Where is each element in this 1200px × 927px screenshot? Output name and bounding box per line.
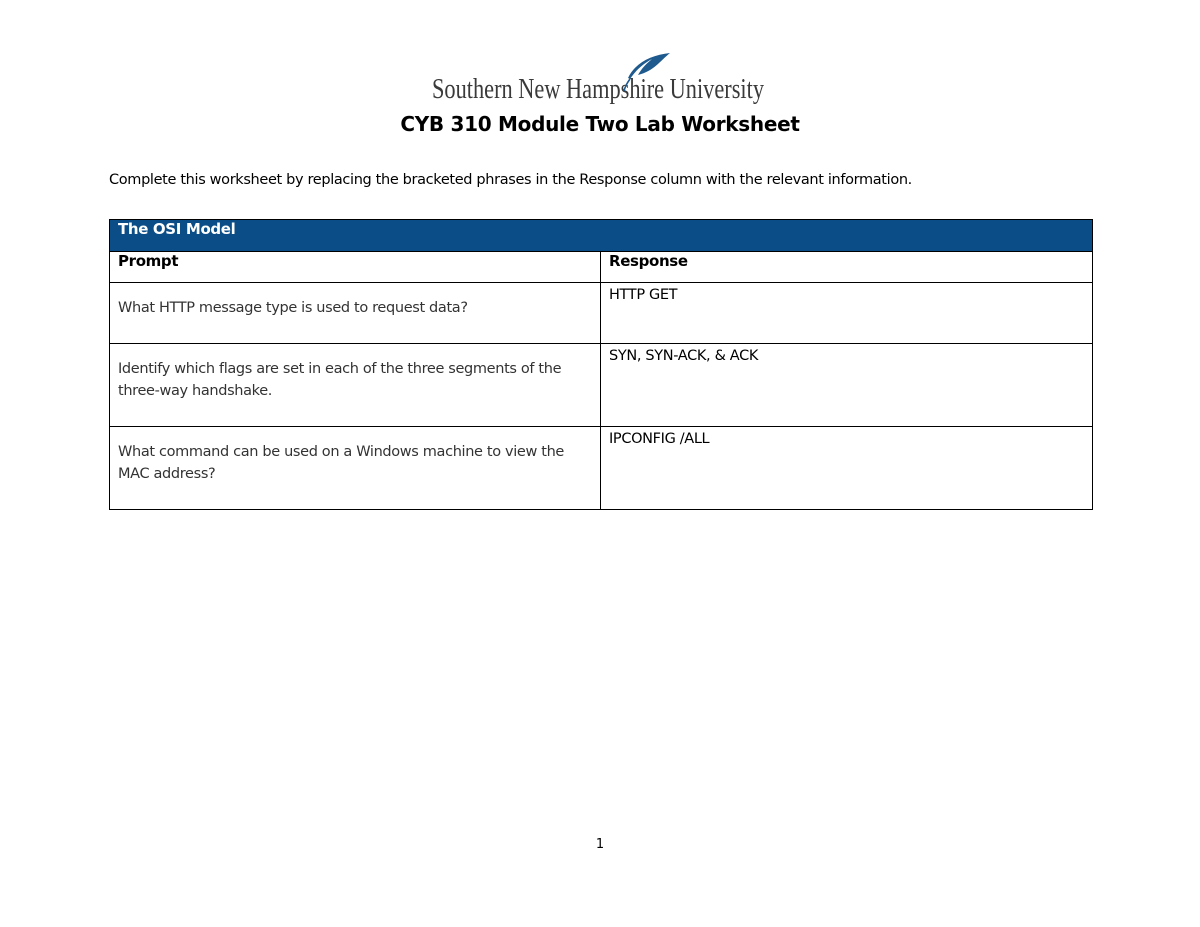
section-title: The OSI Model	[110, 220, 1093, 252]
worksheet-table	[109, 219, 1093, 510]
table-row	[110, 283, 1093, 344]
prompt-text: What HTTP message type is used to request data?	[118, 300, 468, 316]
response-text[interactable]: HTTP GET	[609, 287, 678, 303]
prompt-cell	[110, 427, 601, 510]
university-logo	[0, 50, 1200, 106]
column-header-response: Response	[601, 252, 1093, 283]
table-row	[110, 344, 1093, 427]
response-text[interactable]: SYN, SYN-ACK, & ACK	[609, 348, 759, 364]
table-row	[110, 427, 1093, 510]
instructions-text: Complete this worksheet by replacing the bracketed phrases in the Response column with the relevant information.	[109, 172, 912, 188]
response-cell[interactable]	[601, 344, 1093, 427]
prompt-cell	[110, 344, 601, 427]
prompt-cell	[110, 283, 601, 344]
section-header-row	[110, 220, 1093, 252]
column-header-prompt: Prompt	[110, 252, 601, 283]
prompt-text: Identify which flags are set in each of the three segments of the three-way handshake.	[118, 361, 562, 399]
logo-text: Southern New Hampshire University	[432, 74, 764, 105]
response-cell[interactable]	[601, 427, 1093, 510]
snhu-logo-graphic	[432, 50, 772, 106]
response-cell[interactable]	[601, 283, 1093, 344]
response-text[interactable]: IPCONFIG /ALL	[609, 431, 710, 447]
page-title: CYB 310 Module Two Lab Worksheet	[400, 112, 800, 136]
page-number: 1	[595, 837, 605, 852]
column-header-row	[110, 252, 1093, 283]
prompt-text: What command can be used on a Windows machine to view the MAC address?	[118, 444, 564, 482]
